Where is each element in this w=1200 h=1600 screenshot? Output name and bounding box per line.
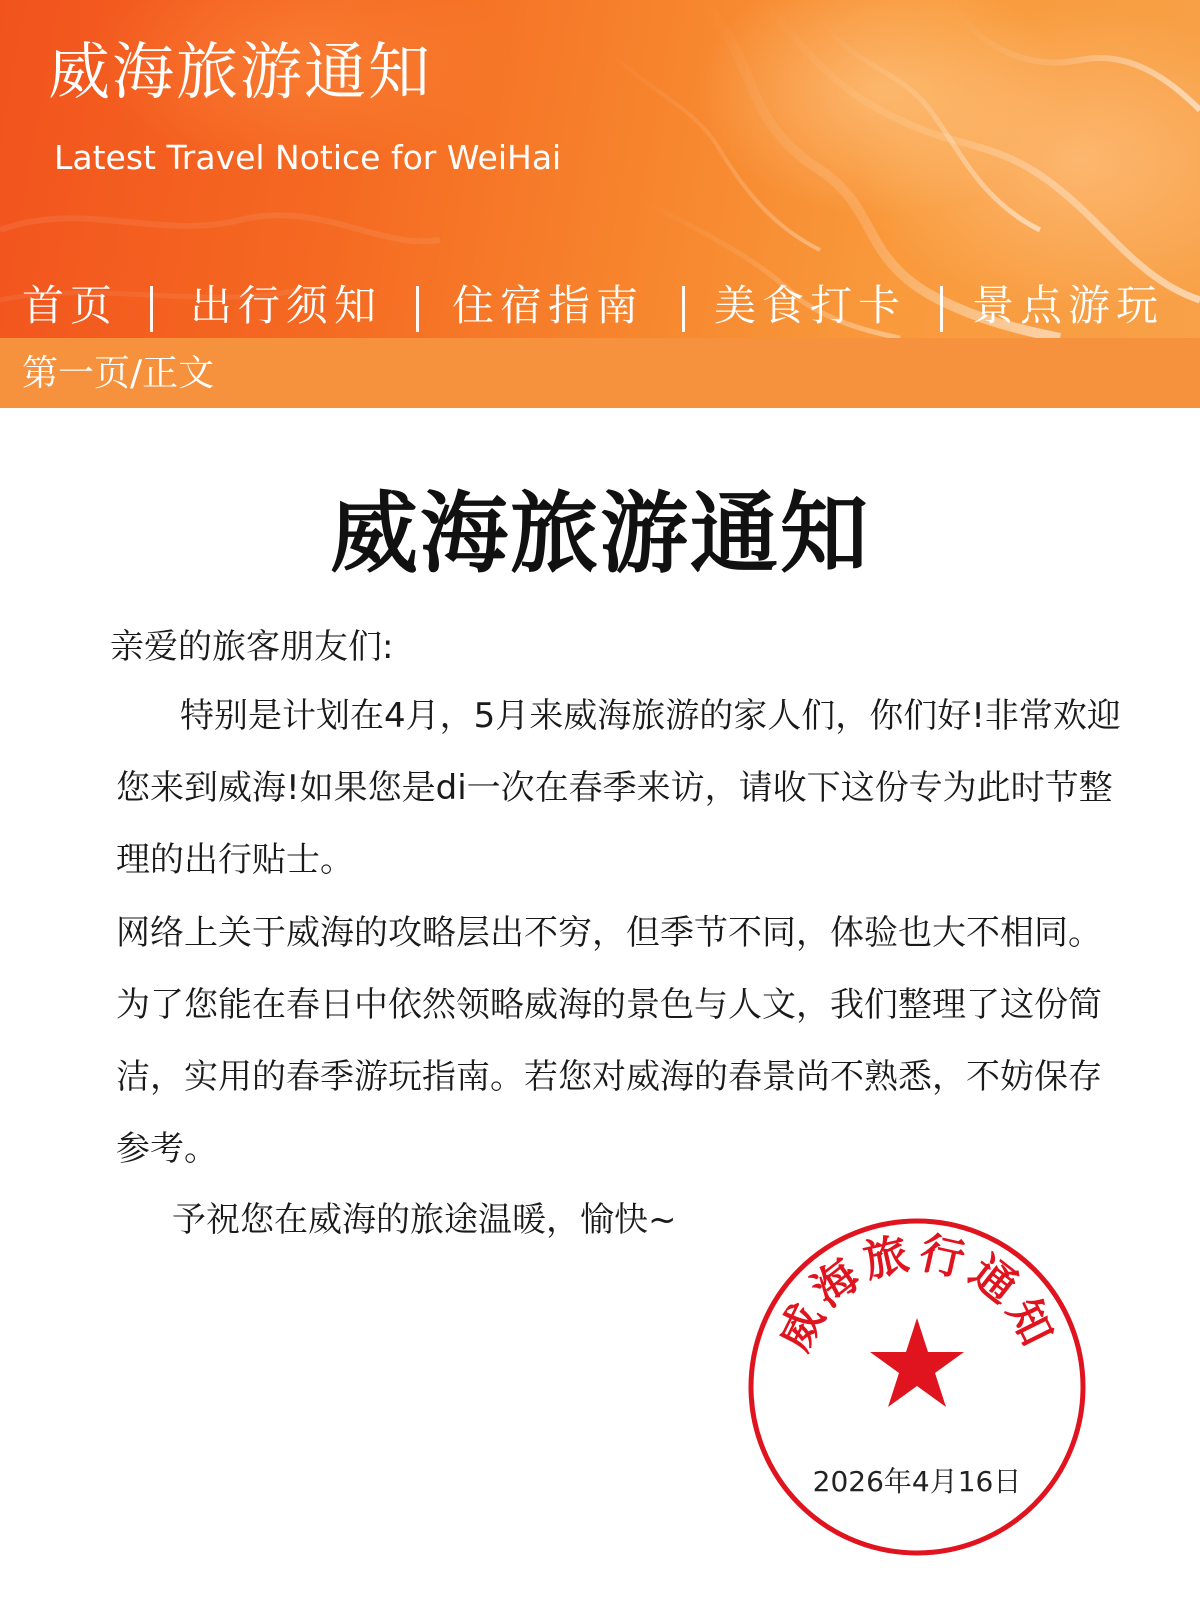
nav-divider	[416, 286, 419, 332]
stamp-text: 威海旅行通知	[768, 1227, 1066, 1359]
official-stamp	[742, 1212, 1092, 1562]
nav-item-accommodation[interactable]: 住宿指南	[452, 281, 645, 330]
breadcrumb[interactable]: 第一页/正文	[22, 353, 215, 394]
banner-subtitle: Latest Travel Notice for WeiHai	[54, 138, 562, 177]
nav-divider	[940, 286, 943, 332]
header-banner	[0, 0, 1200, 338]
nav-item-travel-notes[interactable]: 出行须知	[190, 281, 383, 330]
banner-title: 威海旅游通知	[48, 35, 433, 108]
paragraph-2: 网络上关于威海的攻略层出不穷，但季节不同，体验也大不相同。为了您能在春日中依然领略威海的景色与人文，我们整理了这份简洁，实用的春季游玩指南。若您对威海的春景尚不熟悉，不妨保存参考。	[116, 913, 1102, 1169]
nav-item-food[interactable]: 美食打卡	[714, 281, 907, 330]
document-title: 威海旅游通知	[329, 482, 870, 585]
greeting: 亲爱的旅客朋友们:	[110, 627, 394, 667]
paragraph-1: 特别是计划在4月，5月来威海旅游的家人们，你们好!非常欢迎您来到威海!如果您是di一次在春季来访，请收下这份专为此时节整理的出行贴士。	[116, 696, 1121, 880]
nav-item-attractions[interactable]: 景点游玩	[972, 281, 1165, 330]
nav-divider	[682, 286, 685, 332]
stamp-seal	[742, 1212, 1092, 1562]
stamp-date: 2026年4月16日	[812, 1465, 1022, 1498]
nav-item-home[interactable]: 首页	[22, 281, 119, 330]
nav-divider	[150, 286, 153, 332]
main-nav	[0, 276, 1200, 336]
breadcrumb-bar	[0, 338, 1200, 408]
red-star-icon	[870, 1318, 964, 1407]
paragraph-3: 予祝您在威海的旅途温暖，愉快~	[172, 1200, 677, 1240]
